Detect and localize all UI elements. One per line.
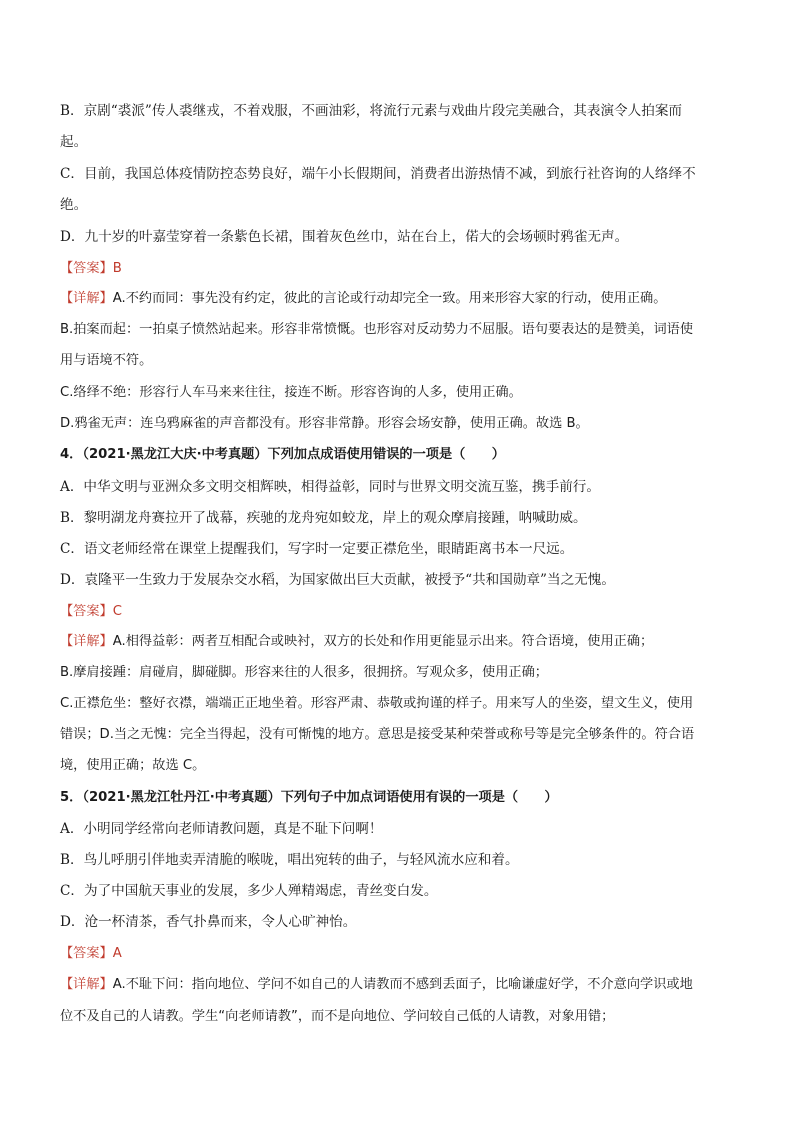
detail-line xyxy=(60,976,740,994)
answer-line xyxy=(60,602,740,621)
option-d-line: D．九十岁的叶嘉莹穿着一条紫色长裙，围着灰色丝巾，站在台上，偌大的会场顿时鸦雀无声。 xyxy=(60,229,629,245)
detail-tag: 【详解】 xyxy=(60,634,113,649)
question-5-option-d: D．沧一杯清茶，香气扑鼻而来，令人心旷神怡。 xyxy=(60,914,357,930)
detail-tag: 【详解】 xyxy=(60,291,113,306)
option-b-line-2: 起。 xyxy=(60,134,88,150)
answer-line xyxy=(60,259,740,278)
option-c-line-1: C．目前，我国总体疫情防控态势良好，端午小长假期间，消费者出游热情不减，到旅行社咨询的人络绎不 xyxy=(60,166,696,182)
detail-line: C.络绎不绝：形容行人车马来来往往，接连不断。形容咨询的人多，使用正确。 xyxy=(60,385,522,400)
question-5-stem: 5．（2021·黑龙江牡丹江·中考真题）下列句子中加点词语使用有误的一项是（ ） xyxy=(60,790,558,805)
question-5-option-b: B．鸟儿呼朋引伴地卖弄清脆的喉咙，唱出宛转的曲子，与轻风流水应和着。 xyxy=(60,852,519,868)
question-5-option-a: A．小明同学经常向老师请教问题，真是不耻下问啊！ xyxy=(60,821,383,837)
detail-text: A.不耻下问：指向地位、学问不如自己的人请教而不感到丢面子，比喻谦虚好学，不介意向学识或地 xyxy=(112,977,693,992)
detail-line: 位不及自己的人请教。学生“向老师请教”，而不是向地位、学问较自己低的人请教，对象用错； xyxy=(60,1009,615,1024)
answer-tag: 【答案】 xyxy=(60,946,113,961)
question-5-option-c: C．为了中国航天事业的发展，多少人殚精竭虑，青丝变白发。 xyxy=(60,883,438,899)
detail-line: D.鸦雀无声：连乌鸦麻雀的声音都没有。形容非常静。形容会场安静，使用正确。故选 B。 xyxy=(60,416,589,431)
detail-text: A.不约而同：事先没有约定，彼此的言论或行动却完全一致。用来形容大家的行动，使用正确。 xyxy=(112,291,667,306)
option-c-line-2: 绝。 xyxy=(60,197,88,213)
answer-value: C xyxy=(112,604,122,619)
detail-tag: 【详解】 xyxy=(60,977,113,992)
answer-tag: 【答案】 xyxy=(60,261,113,276)
option-b-line-1: B．京剧“裘派”传人裘继戎，不着戏服，不画油彩，将流行元素与戏曲片段完美融合，其表演令人拍案而 xyxy=(60,103,683,119)
question-4-option-a: A．中华文明与亚洲众多文明交相辉映，相得益彰，同时与世界文明交流互鉴，携手前行。 xyxy=(60,479,600,495)
detail-text: A.相得益彰：两者互相配合或映衬，双方的长处和作用更能显示出来。符合语境，使用正确； xyxy=(112,634,654,649)
detail-line: B.拍案而起：一拍桌子愤然站起来。形容非常愤慨。也形容对反动势力不屈服。语句要表达的是赞美，词语使 xyxy=(60,322,694,337)
answer-tag: 【答案】 xyxy=(60,604,113,619)
question-4-stem: 4．（2021·黑龙江大庆·中考真题）下列加点成语使用错误的一项是（ ） xyxy=(60,447,505,462)
detail-line: B.摩肩接踵：肩碰肩，脚碰脚。形容来往的人很多，很拥挤。写观众多，使用正确； xyxy=(60,665,548,680)
detail-line xyxy=(60,633,740,651)
detail-line: 用与语境不符。 xyxy=(60,353,153,368)
answer-line xyxy=(60,944,740,963)
detail-line: 错误；D.当之无愧：完全当得起，没有可惭愧的地方。意思是接受某种荣誉或称号等是完全够条件的。符合语 xyxy=(60,727,695,742)
question-4-option-b: B．黎明湖龙舟赛拉开了战幕，疾驰的龙舟宛如蛟龙，岸上的观众摩肩接踵，呐喊助威。 xyxy=(60,510,587,526)
question-4-option-d: D．袁隆平一生致力于发展杂交水稻，为国家做出巨大贡献，被授予“共和国勋章”当之无愧。 xyxy=(60,572,615,588)
answer-value: B xyxy=(112,261,122,276)
question-4-option-c: C．语文老师经常在课堂上提醒我们，写字时一定要正襟危坐，眼睛距离书本一尺远。 xyxy=(60,541,574,557)
detail-line: C.正襟危坐：整好衣襟，端端正正地坐着。形容严肃、恭敬或拘谨的样子。用来写人的坐姿，望文生义，使用 xyxy=(60,696,694,711)
detail-line: 境，使用正确；故选 C。 xyxy=(60,758,206,773)
detail-line xyxy=(60,290,740,308)
answer-value: A xyxy=(112,946,122,961)
